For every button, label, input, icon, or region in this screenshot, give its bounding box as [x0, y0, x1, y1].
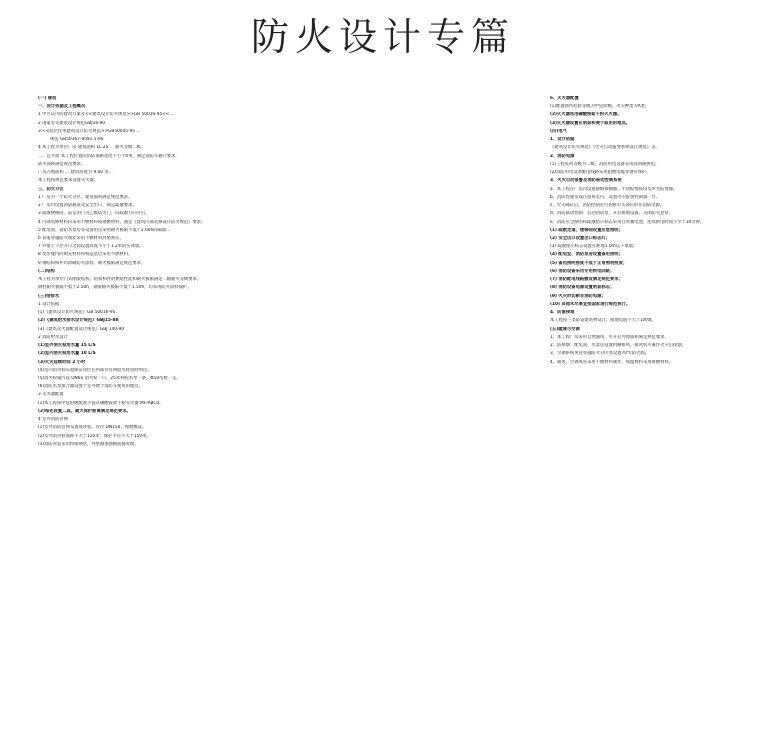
text-line: (1)配置场所危险等级为中危险级，火灾种类为A类。 [550, 104, 650, 110]
text-line: a、本工程在厂房内设置感烟探测器、手动报警按钮及声光报警器。 [550, 186, 678, 192]
text-line: 1、本工程厂房采用自然通风，可开启外窗面积满足规范要求。 [550, 334, 669, 340]
text-line: (3)灭火器设置在明显和便于取用的地点。 [550, 120, 630, 126]
text-line: (1)室外消防管网布置成环状，管径 DN150，埋地敷设。 [38, 425, 147, 431]
text-line: (五)暖通与空调 [550, 326, 580, 332]
text-line: (6)消防水泵接合器设置于室外便于消防车使用的地点。 [38, 384, 143, 390]
text-line: 4、通风、空调风管采用不燃材料制作，保温材料采用难燃材料。 [550, 359, 674, 365]
text-line: (三)给排水 [38, 293, 60, 299]
text-line: (1)《建筑设计防火规范》GB 50016-95 [38, 310, 116, 316]
text-line: (一) 建筑 [38, 96, 57, 101]
text-line: 钢柱耐火极限不低于2.50h，钢梁耐火极限不低于1.50h，均采用防火涂料保护。 [38, 285, 192, 291]
text-line: 2、消防电源 [550, 153, 575, 159]
text-line: 2 消防给水设计 [38, 334, 68, 340]
text-line: 一、设计依据及工程概况 [38, 104, 86, 110]
text-line: c、火灾确认后，消防控制室可切断有关部位的非消防电源。 [550, 203, 665, 209]
text-line: 3、空调系统风管穿越防火分区处设置70℃防火阀。 [550, 351, 649, 357]
text-line: 本工程按三类防雷建筑物设计，接地电阻不大于1欧姆。 [550, 318, 656, 324]
text-line: (2)《建筑给水排水设计规范》GBJ15-88 [38, 318, 119, 324]
text-line: 4 内部装修材料均采用不燃材料或难燃材料，满足《建筑内部装修设计防火规范》要求。 [38, 219, 206, 225]
text-line: 厂房占地面积 ... 建筑高度为 9.00 米... [38, 170, 113, 176]
text-line: d、消防联动控制：启动消防泵、开启排烟设备、关闭防火卷帘。 [550, 211, 674, 217]
text-line: (1)本工程按中危险级配置手提式磷酸铵盐干粉灭火器 MF/ABC4。 [38, 400, 164, 406]
text-line: (2) 安全出口设置出口标志灯； [550, 235, 610, 241]
text-line: (3)消防管道采用焊接钢管，外壁做加强级防腐处理。 [38, 441, 139, 447]
page-title: 防火设计专篇 [250, 15, 515, 59]
text-line: (7) 消防配电线路敷设满足规范要求； [550, 277, 623, 283]
text-line: 3 <<高层民用建筑设计防火规范>>GB50045-95 ... [38, 128, 141, 134]
text-line: (3)火灾延续时间 2 小时 [38, 359, 86, 365]
text-line: 《建筑设计防火规范》《火灾自动报警系统设计规范》等。 [550, 145, 660, 151]
text-line: (2)室外消火栓间距不大于120米，保护半径不大于150米。 [38, 433, 151, 439]
text-line: (9) 火灾时切断非消防电源； [550, 293, 606, 299]
text-line: (1)室外消火栓用水量 15 L/S [38, 343, 96, 349]
text-line: 4 室外消防管网 [38, 417, 68, 423]
text-line: 9 钢结构构件均涂刷防火涂料，耐火极限满足规范要求。 [38, 260, 146, 266]
text-line: 3、火灾自动报警及消防联动控制系统 [550, 178, 622, 184]
text-line: 1 设计依据 [38, 301, 60, 307]
text-line: (6) 消防设备采用专用供电回路； [550, 268, 615, 274]
text-line: (四)电气 [550, 128, 567, 134]
text-line: (4) 配电室、消防泵房设置备用照明； [550, 252, 623, 258]
text-line: 3 灭火器配置 [38, 392, 64, 398]
text-line: (5) 备用照明照度不低于正常照明照度； [550, 260, 628, 266]
text-line: 6 管道穿越防火墙处采用不燃材料封堵密实。 [38, 235, 124, 241]
text-line: (3)《建筑灭火器配置设计规范》GBJ 140-90 [38, 326, 125, 332]
text-line: 3 疏散楼梯间、前室的门为乙级防火门，向疏散方向开启。 [38, 211, 150, 217]
text-line: (2)每处设置二具，最大保护距离满足规范要求。 [38, 408, 131, 414]
text-line: 二、总平面 本工程位置的消防道路宽度不小于4米，满足消防车通行要求， [38, 153, 180, 159]
text-line: 本工程为单层门式刚架结构，结构构件的燃烧性能和耐火极限满足二级耐火等级要求。 [38, 277, 202, 283]
text-line: (4)室内消火栓布置保证同层任何部位有两股水柱同时到达。 [38, 367, 152, 373]
text-line: 2 厂房内设置消防通道及安全出口，满足疏散要求。 [38, 203, 137, 209]
text-line: 三、防火分区 [38, 186, 64, 192]
text-line: (2)消防用电设备配电线路采用阻燃电缆穿钢管保护。 [550, 170, 651, 176]
text-line: 6、灭火器配置 [550, 96, 579, 101]
text-line: b、消防控制室设在值班室内，设置火灾报警控制器一台。 [550, 194, 661, 200]
text-line: 本工程按规范要求设置灭火器。 [38, 178, 99, 184]
text-line: (1)工程负荷等级为二级，消防用电设备采用双回路供电。 [550, 161, 660, 167]
text-line: 2、防排烟：配电间、水泵房设置机械排风，排风机可兼作火灾后排烟。 [550, 343, 686, 349]
right-text-column [550, 96, 762, 368]
text-line: 1、设计依据 [550, 137, 575, 143]
text-line: 1 厂房为一个防火分区，建筑面积满足规范要求。 [38, 194, 133, 200]
text-line: 4 本工程为单层厂房 建筑面积 1L.25 ... 耐火等级二级 [38, 145, 141, 151]
text-line: 2 国家有关建筑设计规范GBJ16-90 [38, 120, 106, 126]
text-line: 7 外墙上下层开口之间设置高度不小于1.2米的实体墙。 [38, 244, 144, 250]
text-line: 8 变形缝内的填充材料和构造基层采用不燃材料。 [38, 252, 133, 258]
text-line: 规范 GB50367-9591.5-95 [50, 137, 104, 143]
text-line: 4、防雷接地 [550, 310, 575, 316]
text-line: (8) 消防设备电源设置明显标志； [550, 285, 615, 291]
text-line: (5)消火栓箱内设 DN65 消火栓一只，25米衬胶水带一条，Φ19水枪一支。 [38, 375, 181, 381]
text-line: (1) 疏散走道、楼梯间设置应急照明； [550, 227, 623, 233]
text-line: (二)结构 [38, 268, 55, 274]
text-line: (2)灭火器选用磷酸铵盐干粉灭火器。 [550, 112, 622, 118]
text-line: e、消防应急照明和疏散指示标志采用自带蓄电池，连续供电时间不少于30分钟。 [550, 219, 705, 225]
text-line: 防火间距满足规范要求。 [38, 161, 86, 167]
text-line: 5 配电间、消防水泵房等设备用房采用耐火极限不低于2.00h的隔墙... [38, 227, 171, 233]
left-text-column [38, 96, 350, 450]
text-line: (10) 其他未尽事宜按国家现行规范执行。 [550, 301, 631, 307]
text-line: (3) 疏散指示标志设置在距地1.0m以下墙面； [550, 244, 638, 250]
text-line: (2)室内消火栓用水量 10 L/S [38, 351, 96, 357]
text-line: 1 甲方认可的建筑方案及<<建筑设计防火规范>>GB 50016-95<<... [38, 112, 174, 118]
